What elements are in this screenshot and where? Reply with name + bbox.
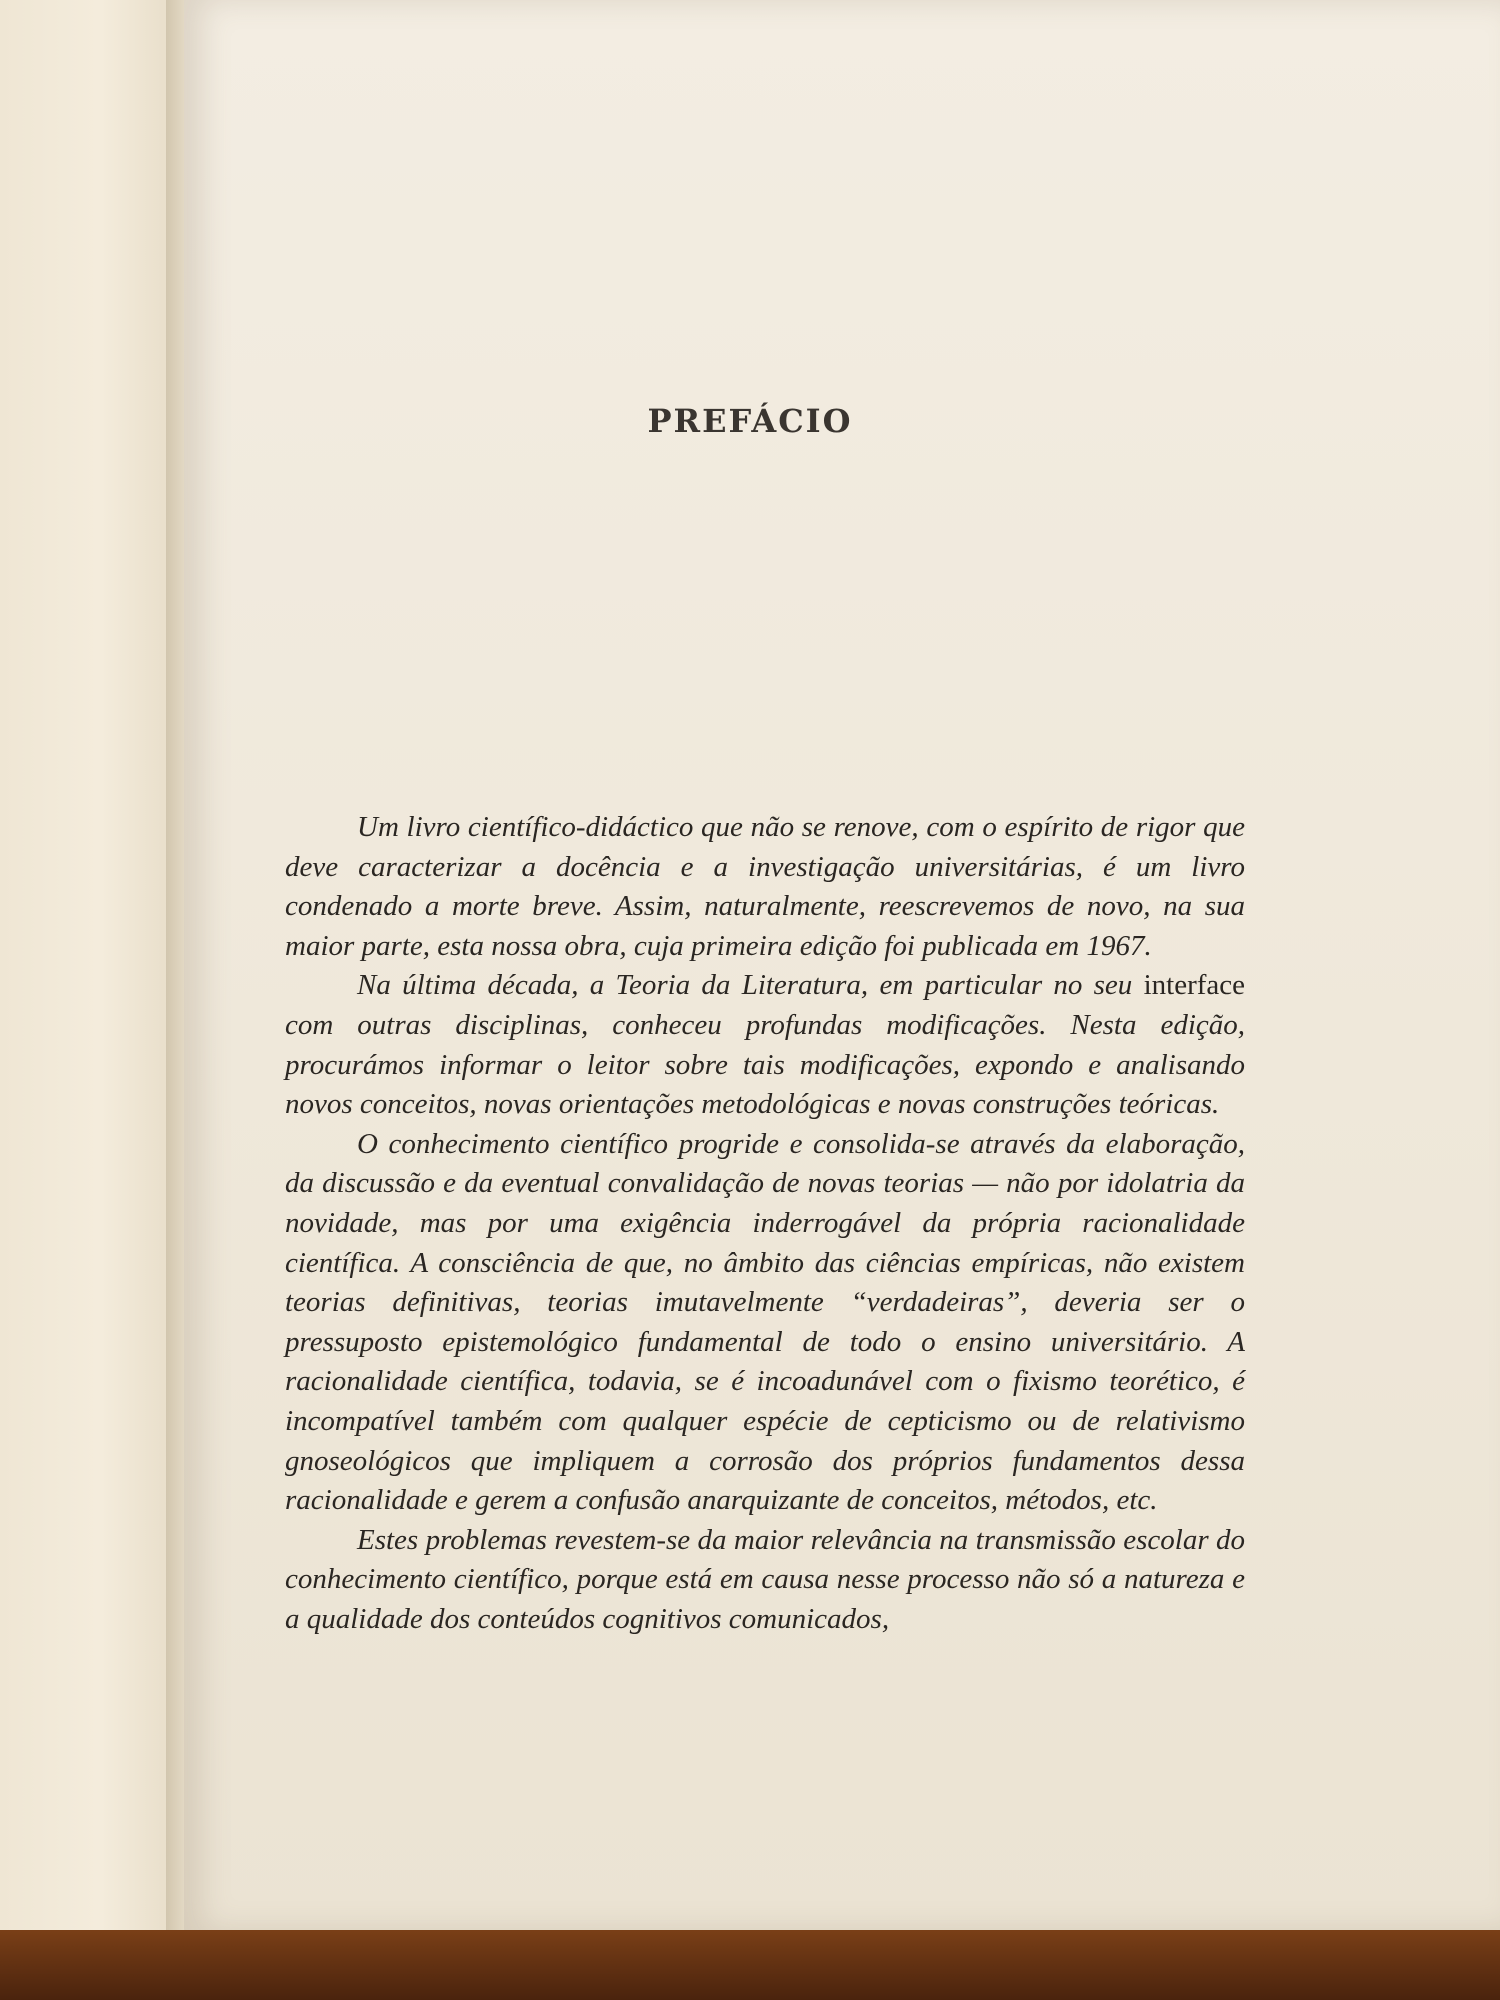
paragraph-1: Um livro científico-didáctico que não se renove, com o espírito de rigor que deve caracterizar a docência e a investigação universitárias, é um livro condenado a morte breve. Assim, naturalmente, reescrevemos de novo, na sua maior parte, esta nossa obra, cuja primeira edição foi publicada em 1967. <box>285 811 1245 962</box>
wooden-table <box>0 1930 1500 2000</box>
interface-word: interface <box>1143 969 1245 1002</box>
page-title: PREFÁCIO <box>647 402 853 440</box>
paragraph-2 <box>285 966 1245 1124</box>
paragraph-3: O conhecimento científico progride e consolida-se através da elaboração, da discussão e da eventual convalidação de novas teorias — não por idolatria da novidade, mas por uma exigência inderrogável da própria racionalidade científica. A consciência de que, no âmbito das ciências empíricas, não existem teorias definitivas, teorias imutavelmente “verdadeiras”, deveria ser o pressuposto epistemológico fundamental de todo o ensino universitário. A racionalidade científica, todavia, se é incoadunável com o fixismo teorético, é incompatível também com qualquer espécie de cepticismo ou de relativismo gnoseológicos que impliquem a corrosão dos próprios fundamentos dessa racionalidade e gerem a confusão anarquizante de conceitos, métodos, etc. <box>285 1127 1245 1517</box>
paragraph-4: Estes problemas revestem-se da maior relevância na transmissão escolar do conhecimento científico, porque está em causa nesse processo não só a natureza e a qualidade dos conteúdos cognitivos comunicados, <box>285 1523 1245 1635</box>
preface-body <box>285 808 1245 1639</box>
paragraph-2-start: Na última década, a Teoria da Literatura, em particular no seu <box>357 969 1144 1002</box>
left-page-edge <box>0 0 169 1935</box>
paragraph-2-end: com outras disciplinas, conheceu profundas modificações. Nesta edição, procurámos informar o leitor sobre tais modificações, expondo e analisando novos conceitos, novas orientações metodológicas e novas construções teóricas. <box>285 1008 1245 1121</box>
